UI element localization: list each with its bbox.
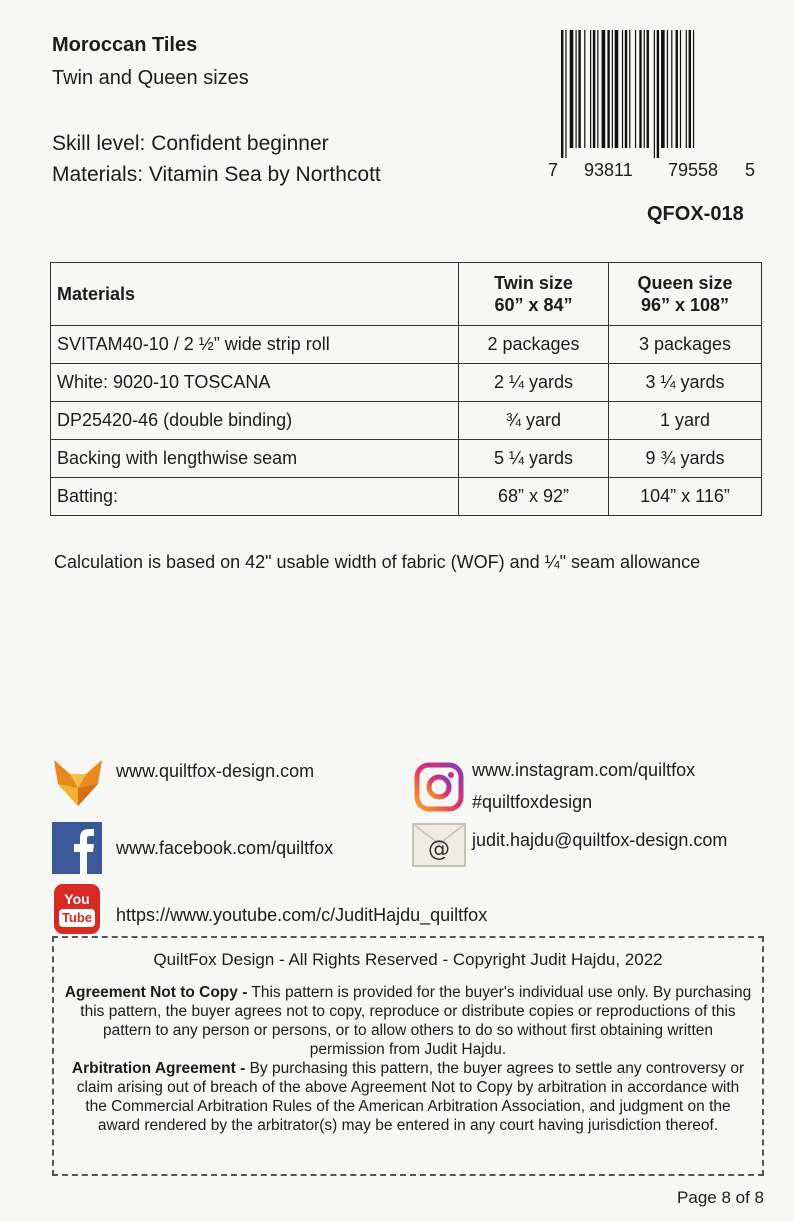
- row-twin: 5 ¼ yards: [459, 440, 609, 478]
- legal-box: [52, 936, 764, 1176]
- arbitration-text: By purchasing this pattern, the buyer agrees to settle any controversy or claim arising out of breach of the above Agreement Not to Copy by arbitration in accordance with the Commercial Arbitration Rules of the American Arbitration Association, and judgment on the award rendered by the arbitrator(s) may be entered in any court having jurisdiction thereof.: [76, 1060, 745, 1134]
- fox-logo-icon: [52, 758, 104, 808]
- row-twin: 2 packages: [459, 326, 609, 364]
- email-link[interactable]: judit.hajdu@quiltfox-design.com: [472, 830, 728, 850]
- row-item: Batting:: [51, 478, 459, 516]
- barcode-image: [560, 30, 753, 158]
- table-row: [51, 326, 762, 364]
- row-twin: ¾ yard: [459, 402, 609, 440]
- copyright-notice: QuiltFox Design - All Rights Reserved - Copyright Judit Hajdu, 2022: [153, 950, 663, 969]
- instagram-hashtag: #quiltfoxdesign: [472, 792, 593, 812]
- skill-level: Skill level: Confident beginner: [52, 132, 329, 155]
- agreement-paragraph: [64, 983, 752, 1059]
- product-code: QFOX-018: [647, 203, 744, 225]
- youtube-link[interactable]: https://www.youtube.com/c/JuditHajdu_quiltfox: [116, 905, 488, 925]
- twin-dimensions: 60” x 84”: [494, 295, 573, 315]
- table-row: [51, 478, 762, 516]
- instagram-link[interactable]: www.instagram.com/quiltfox: [472, 760, 696, 780]
- barcode-digit-right: 5: [745, 160, 756, 180]
- materials-table: [50, 262, 762, 516]
- pattern-title: Moroccan Tiles: [52, 34, 198, 56]
- row-queen: 1 yard: [609, 402, 762, 440]
- pattern-subtitle: Twin and Queen sizes: [52, 67, 249, 89]
- agreement-text: This pattern is provided for the buyer's individual use only. By purchasing this pattern, the buyer agrees not to copy, reproduce or distribute copies or reproductions of this pattern to any person or persons, or to allow others to do so without first obtaining written permission from Judit Hajdu.: [80, 984, 752, 1058]
- youtube-logo-bottom: Tube: [59, 909, 95, 927]
- svg-text:@: @: [428, 837, 450, 862]
- row-queen: 104” x 116”: [609, 478, 762, 516]
- facebook-icon: [52, 822, 102, 874]
- twin-label: Twin size: [494, 273, 573, 293]
- row-queen: 3 packages: [609, 326, 762, 364]
- arbitration-paragraph: [64, 1059, 752, 1135]
- barcode-digit-left: 7: [548, 160, 559, 180]
- instagram-icon: [414, 762, 464, 812]
- row-item: White: 9020-10 TOSCANA: [51, 364, 459, 402]
- header-materials: Materials: [51, 263, 459, 326]
- arbitration-title: Arbitration Agreement -: [71, 1060, 246, 1077]
- header-twin: [459, 263, 609, 326]
- table-row: [51, 364, 762, 402]
- queen-dimensions: 96” x 108”: [640, 295, 730, 315]
- row-twin: 68” x 92”: [459, 478, 609, 516]
- row-item: Backing with lengthwise seam: [51, 440, 459, 478]
- youtube-logo-top: You: [64, 891, 90, 907]
- row-queen: 3 ¼ yards: [609, 364, 762, 402]
- website-link[interactable]: www.quiltfox-design.com: [116, 761, 315, 781]
- email-icon: [412, 822, 466, 868]
- youtube-icon: [54, 884, 100, 934]
- row-item: SVITAM40-10 / 2 ½” wide strip roll: [51, 326, 459, 364]
- row-twin: 2 ¼ yards: [459, 364, 609, 402]
- calculation-note: Calculation is based on 42" usable width of fabric (WOF) and ¼" seam allowance: [54, 552, 701, 572]
- page-number: Page 8 of 8: [677, 1188, 764, 1207]
- queen-label: Queen size: [637, 273, 733, 293]
- row-item: DP25420-46 (double binding): [51, 402, 459, 440]
- table-row: [51, 440, 762, 478]
- table-row: [51, 402, 762, 440]
- agreement-title: Agreement Not to Copy -: [64, 984, 248, 1001]
- header-queen: [609, 263, 762, 326]
- materials-line: Materials: Vitamin Sea by Northcott: [52, 163, 381, 186]
- facebook-link[interactable]: www.facebook.com/quiltfox: [116, 838, 334, 858]
- barcode-group-2: 79558: [668, 160, 719, 180]
- row-queen: 9 ¾ yards: [609, 440, 762, 478]
- barcode-group-1: 93811: [584, 160, 633, 180]
- table-header-row: [51, 263, 762, 326]
